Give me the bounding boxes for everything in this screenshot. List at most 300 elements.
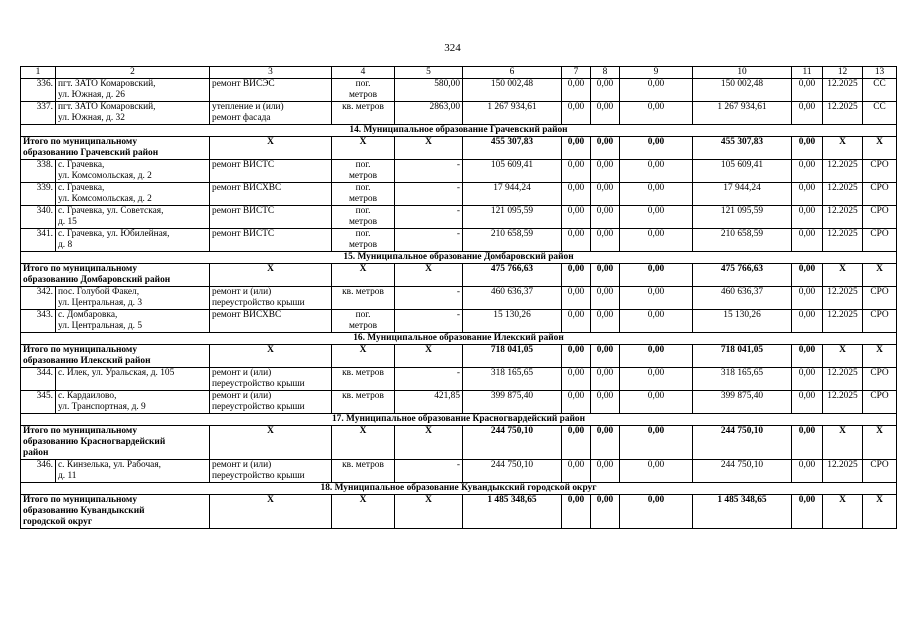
local-budget-cell: 0,00 <box>620 310 693 333</box>
budget-cell: 0,00 <box>591 460 620 483</box>
owner-funds-cell: 15 130,26 <box>693 310 792 333</box>
quantity-cell: Х <box>395 137 463 160</box>
other-funds-cell: 0,00 <box>792 79 823 102</box>
header-cell: 3 <box>210 67 332 79</box>
total-cost-cell: 475 766,63 <box>463 264 562 287</box>
table-row <box>21 206 897 229</box>
work-type-cell-line: ремонт ВИСЭС <box>212 79 275 89</box>
deadline-cell: Х <box>823 495 863 529</box>
unit-cell-line: пог. <box>355 183 371 193</box>
unit-cell-line: Х <box>359 345 367 355</box>
local-budget-cell: 0,00 <box>620 460 693 483</box>
method-cell: Х <box>863 426 897 460</box>
unit-cell <box>332 183 395 206</box>
table-row <box>21 102 897 125</box>
deadline-cell: 12.2025 <box>823 368 863 391</box>
quantity-cell: - <box>395 460 463 483</box>
unit-cell <box>332 460 395 483</box>
other-funds-cell: 0,00 <box>792 102 823 125</box>
fund-cell: 0,00 <box>562 183 591 206</box>
unit-cell <box>332 137 395 160</box>
work-type-cell-line: Х <box>267 495 274 505</box>
work-type-cell-line: переустройство крыши <box>212 379 305 389</box>
address-cell-line: ул. Комсомольская, д. 2 <box>58 171 152 181</box>
quantity-cell: - <box>395 160 463 183</box>
total-cost-cell: 399 875,40 <box>463 391 562 414</box>
header-cell: 7 <box>562 67 591 79</box>
method-cell: СРО <box>863 206 897 229</box>
unit-cell-line: Х <box>359 426 367 436</box>
owner-funds-cell: 1 485 348,65 <box>693 495 792 529</box>
fund-cell: 0,00 <box>562 102 591 125</box>
work-type-cell <box>210 391 332 414</box>
address-cell-line: ул. Южная, д. 32 <box>58 113 125 123</box>
work-type-cell-line: ремонт и (или) <box>212 287 272 297</box>
unit-cell-line: Х <box>359 137 367 147</box>
row-number: 338. <box>21 160 56 183</box>
unit-cell <box>332 102 395 125</box>
owner-funds-cell: 318 165,65 <box>693 368 792 391</box>
address-cell <box>56 183 210 206</box>
unit-cell <box>332 391 395 414</box>
fund-cell: 0,00 <box>562 206 591 229</box>
table-row <box>21 79 897 102</box>
local-budget-cell: 0,00 <box>620 495 693 529</box>
other-funds-cell: 0,00 <box>792 460 823 483</box>
total-cost-cell: 455 307,83 <box>463 137 562 160</box>
unit-cell-line: пог. <box>355 206 371 216</box>
table-row <box>21 460 897 483</box>
address-cell-line: с. Домбаровка, <box>58 310 118 320</box>
section-heading-row <box>21 252 897 264</box>
address-cell <box>56 102 210 125</box>
unit-cell <box>332 495 395 529</box>
local-budget-cell: 0,00 <box>620 287 693 310</box>
budget-cell: 0,00 <box>591 206 620 229</box>
owner-funds-cell: 244 750,10 <box>693 426 792 460</box>
fund-cell: 0,00 <box>562 264 591 287</box>
local-budget-cell: 0,00 <box>620 102 693 125</box>
quantity-cell: 2863,00 <box>395 102 463 125</box>
subtotal-label <box>21 495 210 529</box>
deadline-cell: 12.2025 <box>823 229 863 252</box>
method-cell: СРО <box>863 460 897 483</box>
unit-cell-line: кв. метров <box>342 102 384 112</box>
work-type-cell-line: ремонт и (или) <box>212 368 272 378</box>
address-cell-line: пос. Голубой Факел, <box>58 287 140 297</box>
repair-schedule-table <box>20 66 897 529</box>
header-cell: 2 <box>56 67 210 79</box>
budget-cell: 0,00 <box>591 391 620 414</box>
address-cell-line: с. Грачевка, <box>58 160 105 170</box>
owner-funds-cell: 460 636,37 <box>693 287 792 310</box>
table-row <box>21 310 897 333</box>
row-number: 339. <box>21 183 56 206</box>
unit-cell-line: пог. <box>355 229 371 239</box>
subtotal-label <box>21 345 210 368</box>
method-cell: СРО <box>863 229 897 252</box>
address-cell <box>56 206 210 229</box>
unit-cell-line: метров <box>348 194 378 204</box>
header-cell: 4 <box>332 67 395 79</box>
budget-cell: 0,00 <box>591 102 620 125</box>
local-budget-cell: 0,00 <box>620 79 693 102</box>
deadline-cell: 12.2025 <box>823 160 863 183</box>
address-cell-line: с. Илек, ул. Уральская, д. 105 <box>58 368 175 378</box>
work-type-cell-line: ремонт фасада <box>212 113 271 123</box>
unit-cell-line: кв. метров <box>342 391 384 401</box>
other-funds-cell: 0,00 <box>792 264 823 287</box>
row-number: 346. <box>21 460 56 483</box>
method-cell: СРО <box>863 287 897 310</box>
address-cell <box>56 79 210 102</box>
unit-cell <box>332 264 395 287</box>
fund-cell: 0,00 <box>562 426 591 460</box>
quantity-cell: 421,85 <box>395 391 463 414</box>
deadline-cell: 12.2025 <box>823 287 863 310</box>
deadline-cell: 12.2025 <box>823 391 863 414</box>
row-number: 342. <box>21 287 56 310</box>
quantity-cell: Х <box>395 426 463 460</box>
fund-cell: 0,00 <box>562 310 591 333</box>
work-type-cell <box>210 264 332 287</box>
unit-cell <box>332 160 395 183</box>
work-type-cell <box>210 310 332 333</box>
other-funds-cell: 0,00 <box>792 160 823 183</box>
total-cost-cell: 460 636,37 <box>463 287 562 310</box>
owner-funds-cell: 150 002,48 <box>693 79 792 102</box>
local-budget-cell: 0,00 <box>620 391 693 414</box>
owner-funds-cell: 718 041,05 <box>693 345 792 368</box>
page-number: 324 <box>444 42 461 54</box>
budget-cell: 0,00 <box>591 79 620 102</box>
total-cost-cell: 244 750,10 <box>463 460 562 483</box>
unit-cell <box>332 426 395 460</box>
other-funds-cell: 0,00 <box>792 229 823 252</box>
fund-cell: 0,00 <box>562 287 591 310</box>
address-cell-line: пгт. ЗАТО Комаровский, <box>58 79 156 89</box>
work-type-cell-line: ремонт ВИСХВС <box>212 310 282 320</box>
budget-cell: 0,00 <box>591 137 620 160</box>
header-cell: 5 <box>395 67 463 79</box>
subtotal-label-line: городской округ <box>23 517 93 527</box>
owner-funds-cell: 399 875,40 <box>693 391 792 414</box>
unit-cell <box>332 79 395 102</box>
owner-funds-cell: 121 095,59 <box>693 206 792 229</box>
address-cell-line: с. Грачевка, ул. Юбилейная, <box>58 229 170 239</box>
header-cell: 12 <box>823 67 863 79</box>
table-row <box>21 391 897 414</box>
unit-cell <box>332 229 395 252</box>
subtotal-label-line: образованию Кувандыкский <box>23 506 145 516</box>
other-funds-cell: 0,00 <box>792 426 823 460</box>
table-row <box>21 229 897 252</box>
unit-cell-line: кв. метров <box>342 460 384 470</box>
total-cost-cell: 121 095,59 <box>463 206 562 229</box>
work-type-cell <box>210 183 332 206</box>
row-number: 337. <box>21 102 56 125</box>
other-funds-cell: 0,00 <box>792 368 823 391</box>
quantity-cell: - <box>395 287 463 310</box>
header-cell: 1 <box>21 67 56 79</box>
deadline-cell: 12.2025 <box>823 206 863 229</box>
quantity-cell: 580,00 <box>395 79 463 102</box>
budget-cell: 0,00 <box>591 183 620 206</box>
deadline-cell: 12.2025 <box>823 310 863 333</box>
subtotal-label-line: район <box>23 448 49 458</box>
owner-funds-cell: 17 944,24 <box>693 183 792 206</box>
fund-cell: 0,00 <box>562 160 591 183</box>
address-cell-line: д. 11 <box>58 471 77 481</box>
owner-funds-cell: 475 766,63 <box>693 264 792 287</box>
work-type-cell-line: Х <box>267 426 274 436</box>
local-budget-cell: 0,00 <box>620 264 693 287</box>
work-type-cell-line: ремонт и (или) <box>212 391 272 401</box>
section-heading-row <box>21 414 897 426</box>
deadline-cell: Х <box>823 426 863 460</box>
quantity-cell: - <box>395 183 463 206</box>
work-type-cell <box>210 79 332 102</box>
address-cell <box>56 229 210 252</box>
method-cell: СРО <box>863 160 897 183</box>
work-type-cell <box>210 137 332 160</box>
address-cell-line: с. Кардаилово, <box>58 391 117 401</box>
address-cell-line: с. Грачевка, <box>58 183 105 193</box>
address-cell-line: с. Грачевка, ул. Советская, <box>58 206 164 216</box>
deadline-cell: Х <box>823 264 863 287</box>
subtotal-row <box>21 426 897 460</box>
unit-cell-line: Х <box>359 264 367 274</box>
total-cost-cell: 150 002,48 <box>463 79 562 102</box>
address-cell-line: с. Кинзелька, ул. Рабочая, <box>58 460 161 470</box>
unit-cell-line: метров <box>348 217 378 227</box>
unit-cell <box>332 206 395 229</box>
subtotal-label <box>21 426 210 460</box>
unit-cell-line: метров <box>348 171 378 181</box>
work-type-cell-line: переустройство крыши <box>212 402 305 412</box>
quantity-cell: Х <box>395 345 463 368</box>
method-cell: СРО <box>863 310 897 333</box>
fund-cell: 0,00 <box>562 79 591 102</box>
fund-cell: 0,00 <box>562 495 591 529</box>
deadline-cell: Х <box>823 137 863 160</box>
subtotal-row <box>21 345 897 368</box>
row-number: 336. <box>21 79 56 102</box>
deadline-cell: 12.2025 <box>823 183 863 206</box>
header-cell: 6 <box>463 67 562 79</box>
total-cost-cell: 1 267 934,61 <box>463 102 562 125</box>
address-cell <box>56 368 210 391</box>
budget-cell: 0,00 <box>591 310 620 333</box>
subtotal-label-line: образованию Илекский район <box>23 356 151 366</box>
address-cell <box>56 160 210 183</box>
budget-cell: 0,00 <box>591 368 620 391</box>
address-cell <box>56 310 210 333</box>
budget-cell: 0,00 <box>591 264 620 287</box>
address-cell-line: ул. Транспортная, д. 9 <box>58 402 146 412</box>
address-cell-line: д. 8 <box>58 240 73 250</box>
quantity-cell: Х <box>395 495 463 529</box>
header-cell: 9 <box>620 67 693 79</box>
work-type-cell <box>210 287 332 310</box>
header-cell: 8 <box>591 67 620 79</box>
unit-cell-line: Х <box>359 495 367 505</box>
method-cell: СРО <box>863 391 897 414</box>
work-type-cell-line: переустройство крыши <box>212 298 305 308</box>
address-cell-line: пгт. ЗАТО Комаровский, <box>58 102 156 112</box>
subtotal-row <box>21 495 897 529</box>
fund-cell: 0,00 <box>562 137 591 160</box>
deadline-cell: Х <box>823 345 863 368</box>
unit-cell-line: пог. <box>355 310 371 320</box>
owner-funds-cell: 210 658,59 <box>693 229 792 252</box>
row-number: 344. <box>21 368 56 391</box>
work-type-cell <box>210 495 332 529</box>
subtotal-label <box>21 264 210 287</box>
section-title: 18. Муниципальное образование Кувандыкский городской округ <box>21 483 897 495</box>
total-cost-cell: 17 944,24 <box>463 183 562 206</box>
fund-cell: 0,00 <box>562 391 591 414</box>
quantity-cell: - <box>395 310 463 333</box>
subtotal-label-line: образованию Домбаровский район <box>23 275 171 285</box>
table-row <box>21 183 897 206</box>
section-heading-row <box>21 483 897 495</box>
total-cost-cell: 210 658,59 <box>463 229 562 252</box>
work-type-cell <box>210 345 332 368</box>
fund-cell: 0,00 <box>562 460 591 483</box>
quantity-cell: - <box>395 368 463 391</box>
unit-cell-line: кв. метров <box>342 368 384 378</box>
total-cost-cell: 15 130,26 <box>463 310 562 333</box>
total-cost-cell: 105 609,41 <box>463 160 562 183</box>
section-heading-row <box>21 125 897 137</box>
total-cost-cell: 318 165,65 <box>463 368 562 391</box>
subtotal-label <box>21 137 210 160</box>
other-funds-cell: 0,00 <box>792 310 823 333</box>
subtotal-label-line: образованию Красногвардейский <box>23 437 166 447</box>
unit-cell-line: пог. <box>355 79 371 89</box>
column-number-header <box>21 67 897 79</box>
subtotal-label-line: Итого по муниципальному <box>23 264 138 274</box>
work-type-cell-line: ремонт ВИСТС <box>212 160 275 170</box>
work-type-cell <box>210 229 332 252</box>
unit-cell <box>332 345 395 368</box>
header-cell: 10 <box>693 67 792 79</box>
deadline-cell: 12.2025 <box>823 79 863 102</box>
work-type-cell-line: ремонт ВИСХВС <box>212 183 282 193</box>
unit-cell-line: метров <box>348 240 378 250</box>
other-funds-cell: 0,00 <box>792 495 823 529</box>
budget-cell: 0,00 <box>591 160 620 183</box>
unit-cell-line: метров <box>348 321 378 331</box>
table-row <box>21 368 897 391</box>
fund-cell: 0,00 <box>562 229 591 252</box>
address-cell-line: ул. Южная, д. 26 <box>58 90 125 100</box>
work-type-cell <box>210 206 332 229</box>
address-cell-line: ул. Центральная, д. 5 <box>58 321 143 331</box>
other-funds-cell: 0,00 <box>792 183 823 206</box>
local-budget-cell: 0,00 <box>620 160 693 183</box>
work-type-cell <box>210 368 332 391</box>
budget-cell: 0,00 <box>591 229 620 252</box>
local-budget-cell: 0,00 <box>620 206 693 229</box>
address-cell <box>56 287 210 310</box>
deadline-cell: 12.2025 <box>823 460 863 483</box>
local-budget-cell: 0,00 <box>620 137 693 160</box>
owner-funds-cell: 105 609,41 <box>693 160 792 183</box>
local-budget-cell: 0,00 <box>620 229 693 252</box>
table-row <box>21 287 897 310</box>
unit-cell <box>332 287 395 310</box>
other-funds-cell: 0,00 <box>792 391 823 414</box>
method-cell: Х <box>863 264 897 287</box>
budget-cell: 0,00 <box>591 345 620 368</box>
unit-cell <box>332 310 395 333</box>
owner-funds-cell: 455 307,83 <box>693 137 792 160</box>
subtotal-label-line: Итого по муниципальному <box>23 345 138 355</box>
work-type-cell-line: переустройство крыши <box>212 471 305 481</box>
budget-cell: 0,00 <box>591 426 620 460</box>
subtotal-row <box>21 264 897 287</box>
method-cell: СС <box>863 102 897 125</box>
section-title: 16. Муниципальное образование Илекский район <box>21 333 897 345</box>
row-number: 340. <box>21 206 56 229</box>
other-funds-cell: 0,00 <box>792 206 823 229</box>
header-cell: 11 <box>792 67 823 79</box>
budget-cell: 0,00 <box>591 495 620 529</box>
other-funds-cell: 0,00 <box>792 287 823 310</box>
work-type-cell-line: ремонт и (или) <box>212 460 272 470</box>
owner-funds-cell: 1 267 934,61 <box>693 102 792 125</box>
work-type-cell-line: ремонт ВИСТС <box>212 229 275 239</box>
row-number: 343. <box>21 310 56 333</box>
header-cell: 13 <box>863 67 897 79</box>
work-type-cell <box>210 102 332 125</box>
work-type-cell <box>210 426 332 460</box>
method-cell: Х <box>863 495 897 529</box>
work-type-cell <box>210 460 332 483</box>
subtotal-row <box>21 137 897 160</box>
subtotal-label-line: Итого по муниципальному <box>23 495 138 505</box>
address-cell-line: ул. Комсомольская, д. 2 <box>58 194 152 204</box>
deadline-cell: 12.2025 <box>823 102 863 125</box>
quantity-cell: - <box>395 229 463 252</box>
total-cost-cell: 244 750,10 <box>463 426 562 460</box>
address-cell-line: д. 15 <box>58 217 77 227</box>
method-cell: Х <box>863 137 897 160</box>
total-cost-cell: 718 041,05 <box>463 345 562 368</box>
budget-cell: 0,00 <box>591 287 620 310</box>
row-number: 345. <box>21 391 56 414</box>
local-budget-cell: 0,00 <box>620 368 693 391</box>
address-cell <box>56 391 210 414</box>
row-number: 341. <box>21 229 56 252</box>
quantity-cell: Х <box>395 264 463 287</box>
work-type-cell <box>210 160 332 183</box>
work-type-cell-line: Х <box>267 345 274 355</box>
section-heading-row <box>21 333 897 345</box>
local-budget-cell: 0,00 <box>620 183 693 206</box>
section-title: 17. Муниципальное образование Красногвардейский район <box>21 414 897 426</box>
table-row <box>21 160 897 183</box>
fund-cell: 0,00 <box>562 368 591 391</box>
method-cell: Х <box>863 345 897 368</box>
local-budget-cell: 0,00 <box>620 426 693 460</box>
fund-cell: 0,00 <box>562 345 591 368</box>
method-cell: СС <box>863 79 897 102</box>
method-cell: СРО <box>863 368 897 391</box>
section-title: 15. Муниципальное образование Домбаровский район <box>21 252 897 264</box>
